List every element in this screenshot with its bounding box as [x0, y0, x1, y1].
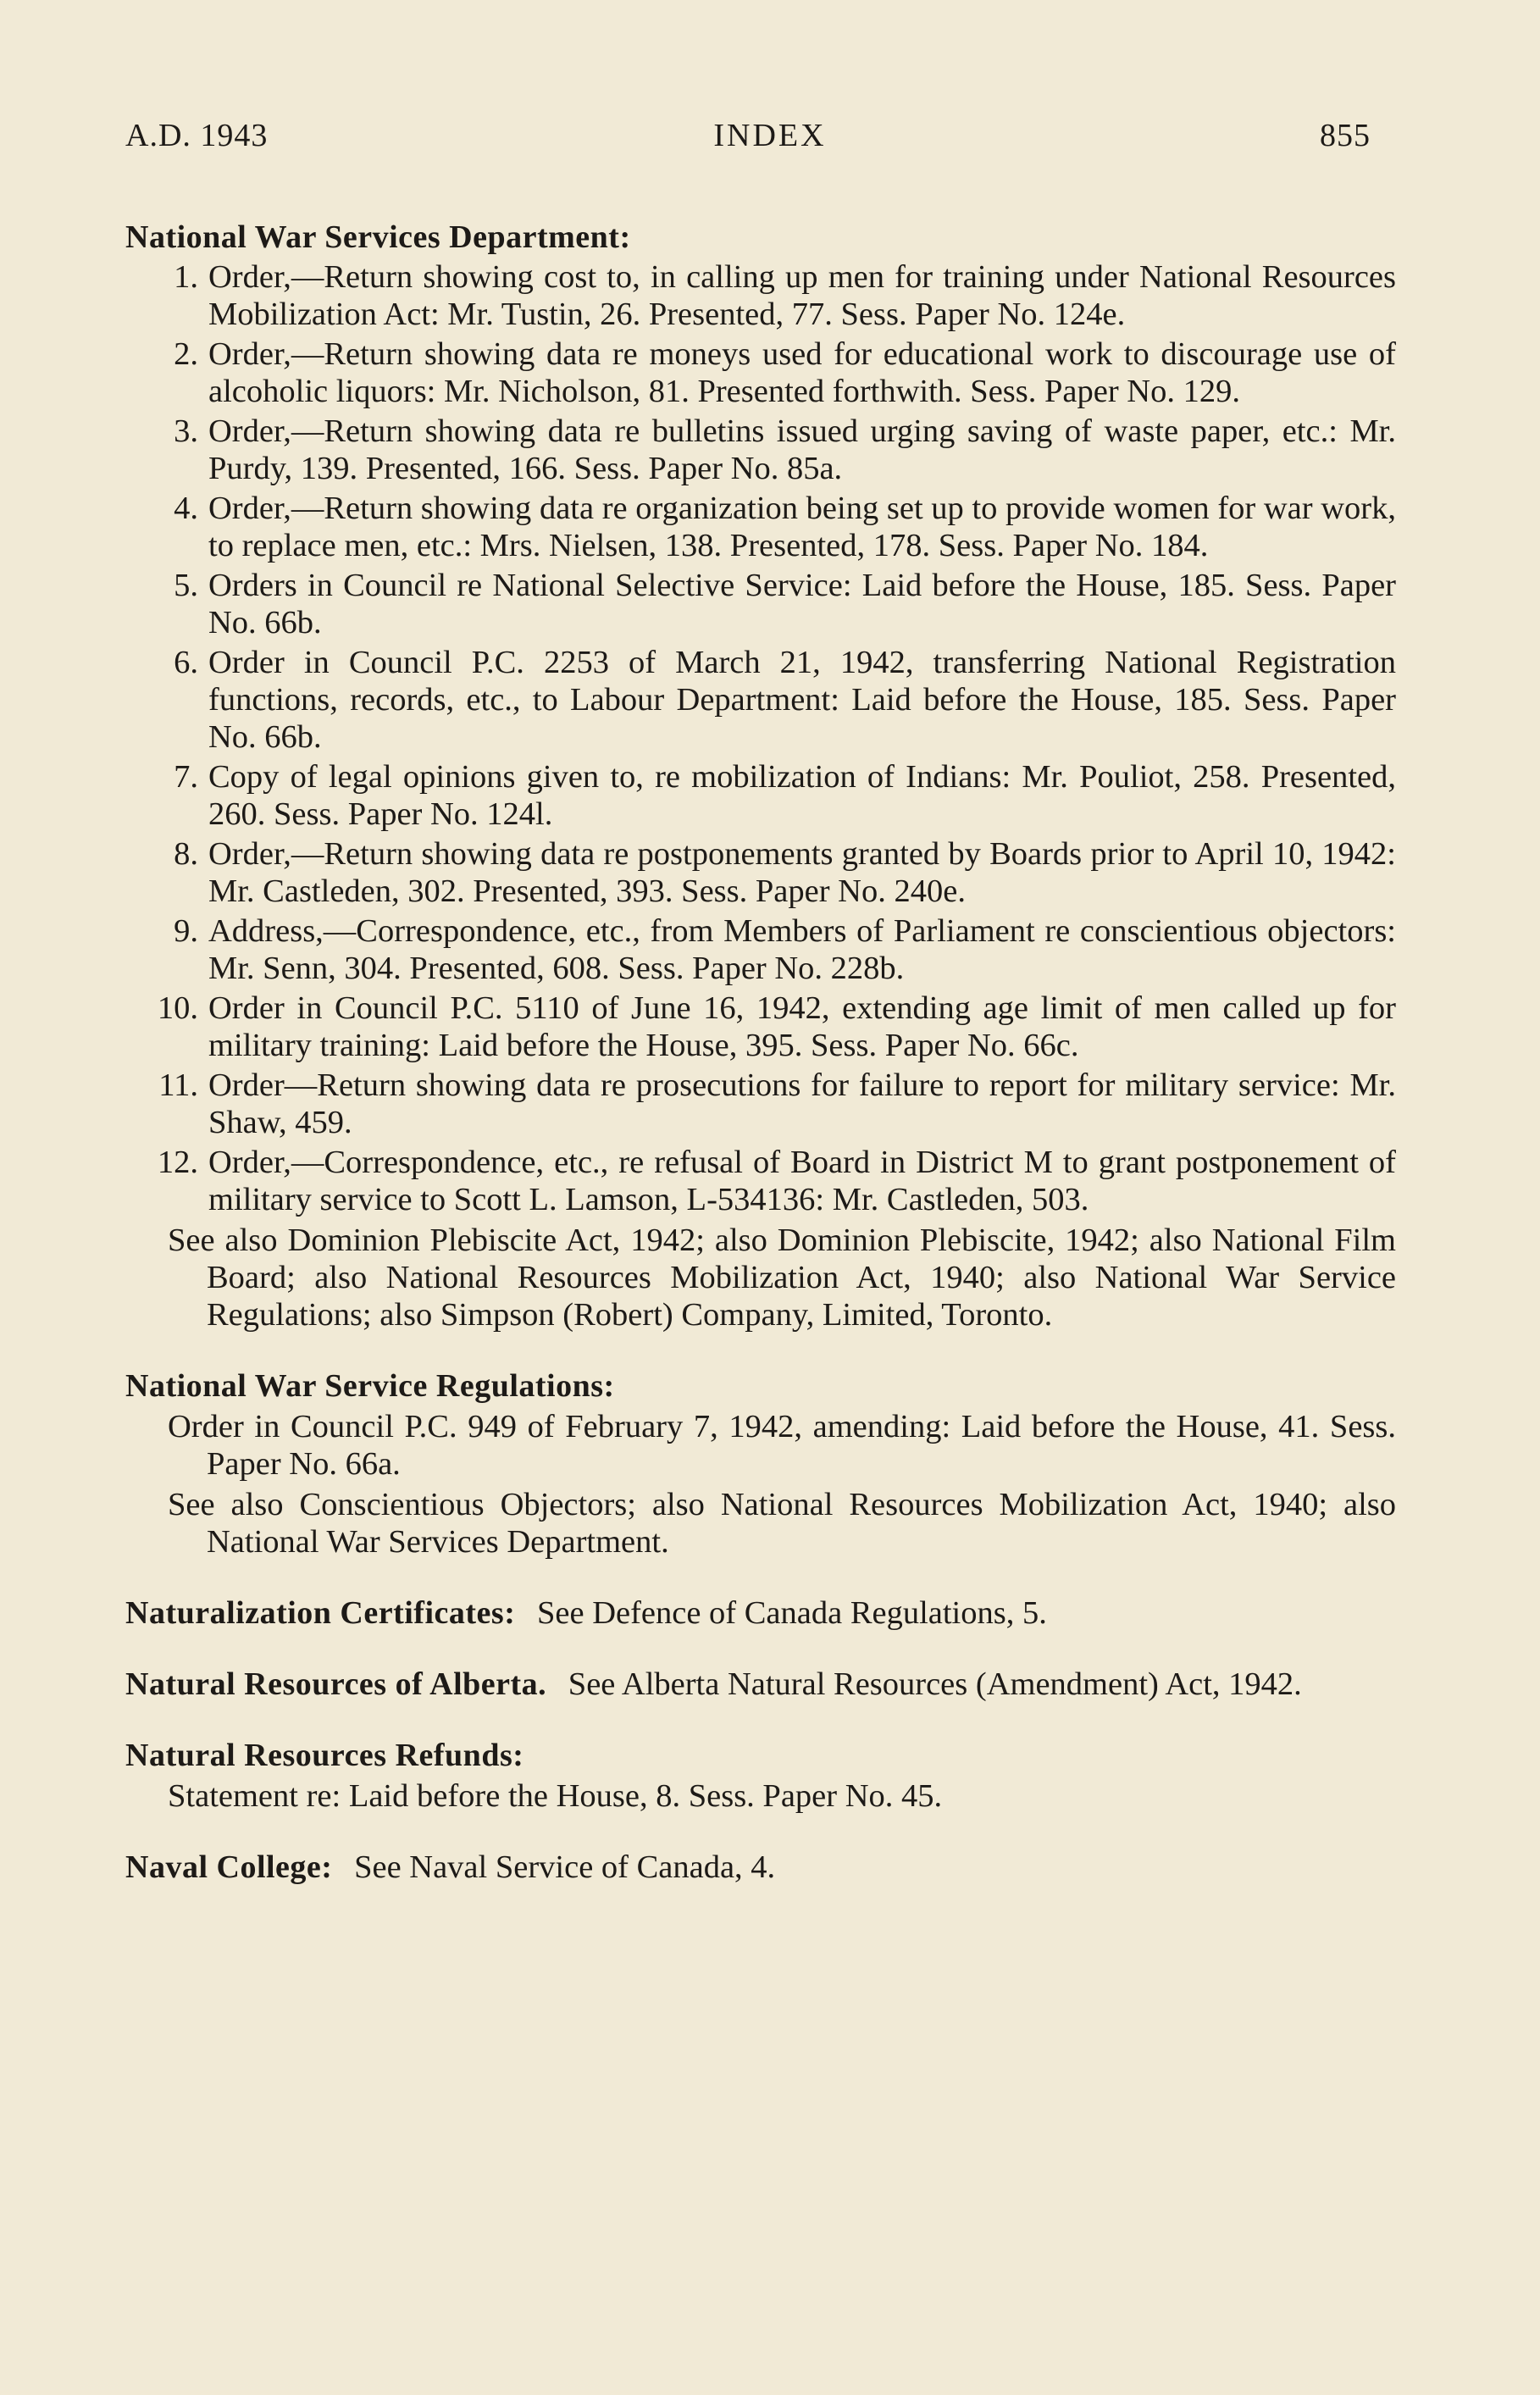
index-entry-naturalization-certificates	[125, 1594, 1396, 1632]
item-number: 6.	[174, 645, 198, 680]
index-entry-natural-resources-of-alberta	[125, 1666, 1396, 1703]
item-number: 3.	[174, 413, 198, 449]
item-number: 11.	[158, 1067, 198, 1103]
list-item	[125, 990, 1396, 1064]
item-number: 12.	[157, 1145, 198, 1180]
list-item	[125, 758, 1396, 833]
item-number: 7.	[174, 759, 198, 795]
item-text: Orders in Council re National Selective Service: Laid before the House, 185. Sess. Paper No. 66b.	[208, 568, 1396, 640]
item-text: Order in Council P.C. 5110 of June 16, 1942, extending age limit of men called up for military training: Laid before the House, 395. Sess. Paper No. 66c.	[208, 990, 1396, 1063]
item-text: Order,—Return showing data re bulletins issued urging saving of waste paper, etc.: Mr. Purdy, 139. Presented, 166. Sess. Paper No. 85a.	[208, 413, 1396, 486]
item-number: 4.	[174, 491, 198, 526]
entry-reference: See Defence of Canada Regulations, 5.	[536, 1595, 1047, 1631]
entry-heading: National War Service Regulations:	[125, 1368, 615, 1404]
header-title: INDEX	[713, 118, 827, 153]
item-text: Order,—Return showing data re organization being set up to provide women for war work, to replace men, etc.: Mrs. Nielsen, 138. Presented, 178. Sess. Paper No. 184.	[208, 491, 1396, 563]
item-number: 1.	[174, 259, 198, 295]
item-text: Order,—Return showing cost to, in calling up men for training under National Resources Mobilization Act: Mr. Tustin, 26. Presented, 77. Sess. Paper No. 124e.	[208, 259, 1396, 332]
entry-reference: See Naval Service of Canada, 4.	[354, 1849, 776, 1885]
item-text: Address,—Correspondence, etc., from Members of Parliament re conscientious objectors: Mr. Senn, 304. Presented, 608. Sess. Paper No. 228b.	[208, 913, 1396, 986]
entry-heading: Naturalization Certificates:	[125, 1595, 516, 1631]
list-item	[125, 490, 1396, 564]
index-entry-naval-college	[125, 1849, 1396, 1886]
list-item	[125, 1144, 1396, 1218]
entry-item-list	[125, 258, 1396, 1218]
item-text: Copy of legal opinions given to, re mobilization of Indians: Mr. Pouliot, 258. Presented, 260. Sess. Paper No. 124l.	[208, 759, 1396, 832]
list-item	[125, 912, 1396, 987]
list-item	[125, 335, 1396, 410]
list-item	[125, 567, 1396, 641]
index-entry-natural-resources-refunds	[125, 1737, 1396, 1815]
item-number: 5.	[174, 568, 198, 603]
index-entry-national-war-services-department	[125, 219, 1396, 1333]
entry-heading: Natural Resources Refunds:	[125, 1738, 524, 1773]
index-entry-national-war-service-regulations	[125, 1367, 1396, 1561]
entry-line: Order in Council P.C. 949 of February 7, 1942, amending: Laid before the House, 41. Sess. Paper No. 66a.	[168, 1409, 1396, 1482]
entry-reference: See Alberta Natural Resources (Amendment) Act, 1942.	[568, 1666, 1302, 1702]
item-number: 9.	[174, 913, 198, 949]
page-number: 855	[1320, 118, 1371, 153]
item-number: 8.	[174, 836, 198, 872]
item-text: Order,—Correspondence, etc., re refusal of Board in District M to grant postponement of military service to Scott L. Lamson, L-534136: Mr. Castleden, 503.	[208, 1145, 1396, 1217]
header-year: A.D. 1943	[125, 118, 269, 153]
list-item	[125, 1067, 1396, 1141]
list-item	[125, 258, 1396, 333]
entry-heading: Naval College:	[125, 1849, 333, 1885]
item-text: Order,—Return showing data re postponements granted by Boards prior to April 10, 1942: Mr. Castleden, 302. Presented, 393. Sess. Paper No. 240e.	[208, 836, 1396, 909]
entry-line: Statement re: Laid before the House, 8. Sess. Paper No. 45.	[168, 1778, 943, 1814]
item-text: Order in Council P.C. 2253 of March 21, 1942, transferring National Registration functions, records, etc., to Labour Department: Laid before the House, 185. Sess. Paper No. 66b.	[208, 645, 1396, 755]
item-text: Order,—Return showing data re moneys used for educational work to discourage use of alcoholic liquors: Mr. Nicholson, 81. Presented forthwith. Sess. Paper No. 129.	[208, 336, 1396, 409]
see-also-reference: See also Dominion Plebiscite Act, 1942; also Dominion Plebiscite, 1942; also National Film Board; also National Resources Mobilization Act, 1940; also National War Service Regulations; also Simpson (Robert) Company, Limited, Toronto.	[168, 1222, 1396, 1333]
item-number: 10.	[157, 990, 198, 1026]
index-content	[125, 219, 1396, 1886]
entry-heading: National War Services Department:	[125, 219, 631, 255]
item-text: Order—Return showing data re prosecutions for failure to report for military service: Mr. Shaw, 459.	[208, 1067, 1396, 1140]
list-item	[125, 835, 1396, 910]
entry-heading: Natural Resources of Alberta.	[125, 1666, 547, 1702]
list-item	[125, 413, 1396, 487]
item-number: 2.	[174, 336, 198, 372]
see-also-reference: See also Conscientious Objectors; also National Resources Mobilization Act, 1940; also National War Services Department.	[168, 1487, 1396, 1560]
list-item	[125, 644, 1396, 756]
